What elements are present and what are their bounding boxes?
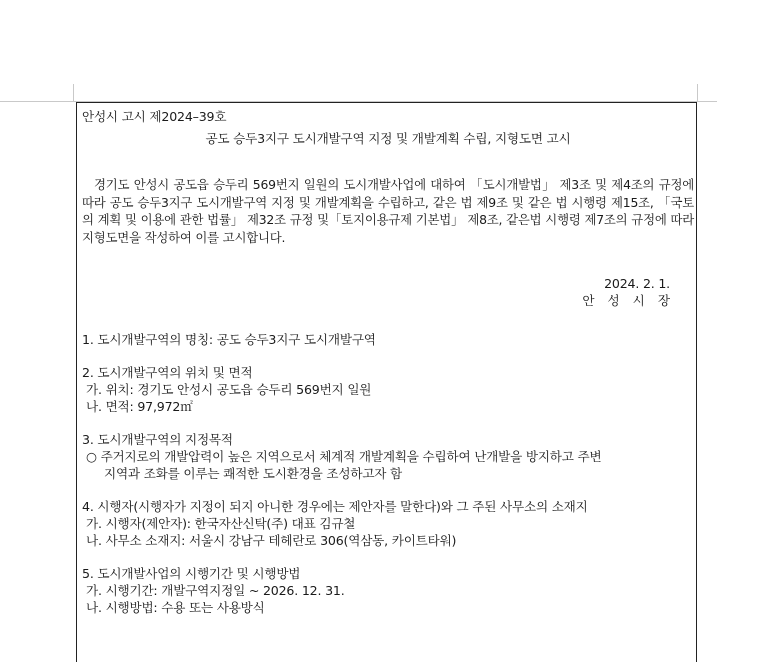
section-item: 나. 면적: 97,972㎡ xyxy=(86,399,193,414)
section-item: ○ 주거지로의 개발압력이 높은 지역으로서 체계적 개발계획을 수립하여 난개발을 방지하고 주변 xyxy=(86,449,602,464)
section-5 xyxy=(82,565,694,616)
section-item: 나. 사무소 소재지: 서울시 강남구 테헤란로 306(역삼동, 카이트타워) xyxy=(86,533,457,548)
document-content xyxy=(82,108,694,616)
section-heading: 3. 도시개발구역의 지정목적 xyxy=(82,432,233,447)
section-item: 가. 시행자(제안자): 한국자산신탁(주) 대표 김규철 xyxy=(86,516,356,531)
section-heading: 4. 시행자(시행자가 지정이 되지 아니한 경우에는 제안자를 말한다)와 그 주된 사무소의 소재지 xyxy=(82,499,588,514)
section-item: 나. 시행방법: 수용 또는 사용방식 xyxy=(86,600,265,615)
issuer-name: 안성시장 xyxy=(582,293,683,308)
crop-mark xyxy=(697,101,717,102)
crop-mark xyxy=(73,84,74,102)
section-heading: 2. 도시개발구역의 위치 및 면적 xyxy=(82,365,253,380)
signature-block xyxy=(82,275,694,309)
section-heading: 5. 도시개발사업의 시행기간 및 시행방법 xyxy=(82,566,301,581)
notice-date: 2024. 2. 1. xyxy=(604,276,670,291)
notice-body: 경기도 안성시 공도읍 승두리 569번지 일원의 도시개발사업에 대하여 「도시개발법」 제3조 및 제4조의 규정에 따라 공도 승두3지구 도시개발구역 지정 및 개발계획을 수립하고, 같은 법 제9조 및 같은 법 시행령 제15조, 「국토의 계획 및 이용에 관한 법률」 제32조 규정 및「토지이용규제 기본법」 제8조, 같은법 시행령 제7조의 규정에 따라 지형도면을 작성하여 이를 고시합니다. xyxy=(82,177,694,245)
section-item: 가. 시행기간: 개발구역지정일 ~ 2026. 12. 31. xyxy=(86,583,345,598)
section-heading: 1. 도시개발구역의 명칭: 공도 승두3지구 도시개발구역 xyxy=(82,332,376,347)
notice-number: 안성시 고시 제2024–39호 xyxy=(82,109,227,124)
section-4 xyxy=(82,498,694,549)
notice-title: 공도 승두3지구 도시개발구역 지정 및 개발계획 수립, 지형도면 고시 xyxy=(205,131,571,146)
section-item: 가. 위치: 경기도 안성시 공도읍 승두리 569번지 일원 xyxy=(86,382,372,397)
section-2 xyxy=(82,364,694,415)
crop-mark xyxy=(697,84,698,102)
section-item: 지역과 조화를 이루는 쾌적한 도시환경을 조성하고자 함 xyxy=(104,466,403,481)
section-1 xyxy=(82,331,694,348)
section-3 xyxy=(82,431,694,482)
